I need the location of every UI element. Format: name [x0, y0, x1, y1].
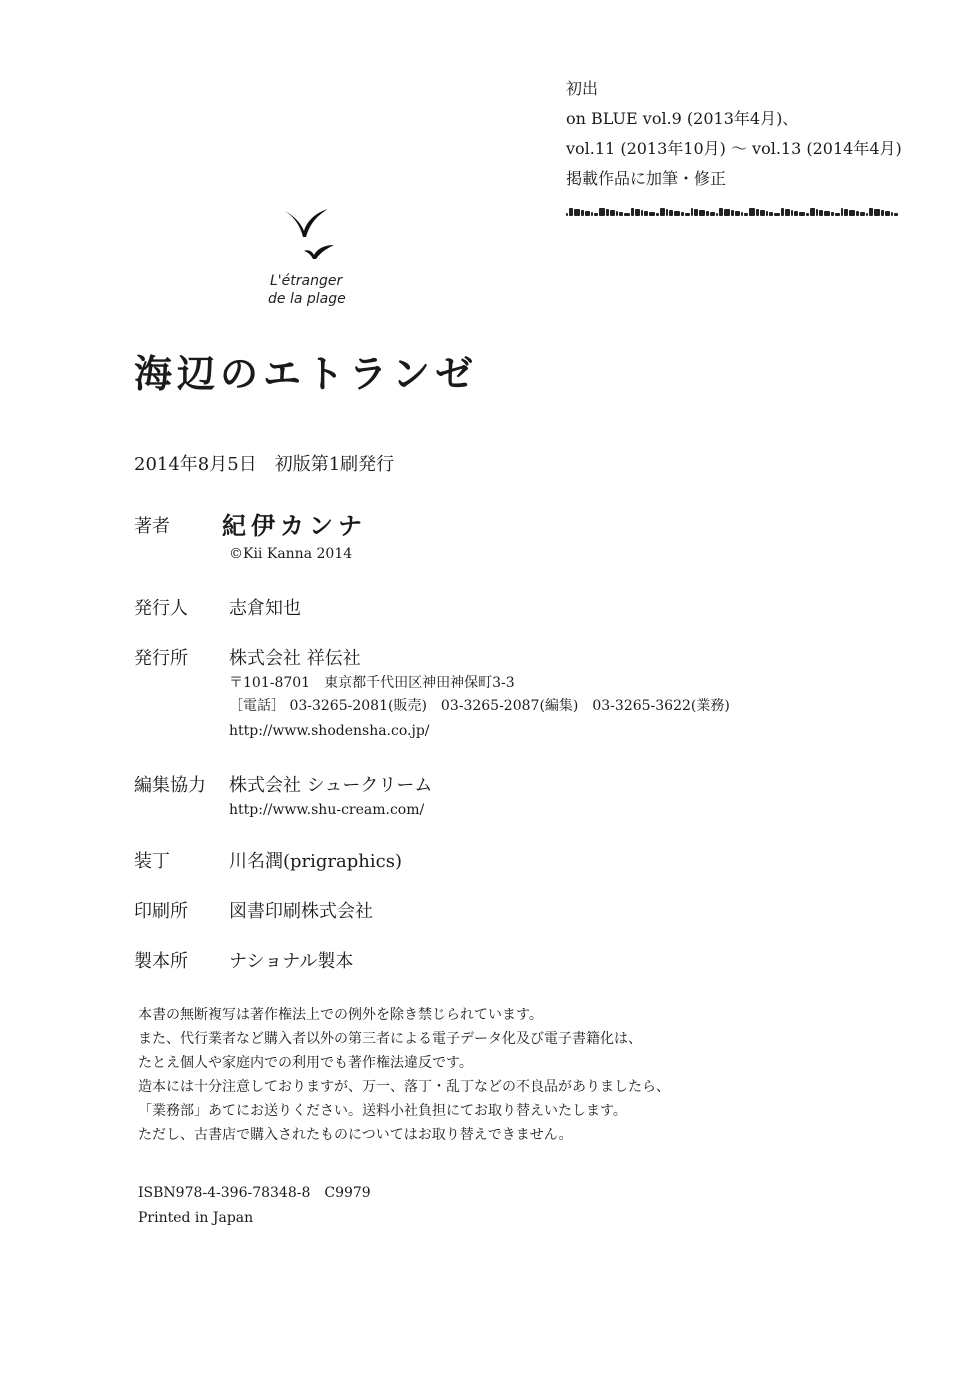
book-title: 海辺のエトランゼ: [134, 351, 479, 396]
editorial-url: http://www.shu-cream.com/: [229, 802, 425, 818]
issuer-name: 志倉知也: [229, 598, 301, 619]
logo-text-line: L'étranger: [270, 273, 343, 289]
notice-line: ただし、古書店で購入されたものについてはお取り替えできません。: [138, 1127, 573, 1143]
first-publication-line: 掲載作品に加筆・修正: [566, 169, 727, 188]
editorial-name: 株式会社 シュークリーム: [229, 775, 433, 796]
decorative-dotted-rule: [566, 204, 900, 220]
notice-line: また、代行業者など購入者以外の第三者による電子データ化及び電子書籍化は、: [138, 1031, 642, 1047]
publisher-address: 〒101-8701 東京都千代田区神田神保町3-3: [229, 675, 515, 691]
editorial-label: 編集協力: [134, 775, 206, 796]
author-label: 著者: [134, 516, 170, 537]
publisher-label: 発行所: [134, 648, 188, 669]
seagull-icon: [282, 207, 344, 265]
design-label: 装丁: [134, 851, 170, 872]
first-publication-line: on BLUE vol.9 (2013年4月)、: [566, 109, 799, 128]
issuer-label: 発行人: [134, 598, 188, 619]
notice-line: 造本には十分注意しておりますが、万一、落丁・乱丁などの不良品がありましたら、: [138, 1079, 670, 1095]
printing-label: 印刷所: [134, 901, 188, 922]
notice-line: たとえ個人や家庭内での利用でも著作権法違反です。: [138, 1055, 473, 1071]
notice-line: 「業務部」あてにお送りください。送料小社負担にてお取り替えいたします。: [138, 1103, 627, 1119]
publication-date: 2014年8月5日 初版第1刷発行: [134, 454, 395, 475]
first-publication-line: vol.11 (2013年10月) ～ vol.13 (2014年4月): [566, 139, 902, 158]
printed-in: Printed in Japan: [138, 1210, 254, 1226]
copyright-notice-block: [138, 1003, 670, 1147]
publisher-name: 株式会社 祥伝社: [229, 648, 361, 669]
copyright-notice: ©Kii Kanna 2014: [229, 546, 353, 562]
first-publication-block: [566, 74, 902, 194]
printing-name: 図書印刷株式会社: [229, 901, 373, 922]
author-name: 紀伊カンナ: [222, 511, 367, 540]
isbn: ISBN978-4-396-78348-8 C9979: [138, 1185, 371, 1201]
notice-line: 本書の無断複写は著作権法上での例外を除き禁じられています。: [138, 1007, 543, 1023]
first-publication-heading: 初出: [566, 79, 599, 98]
design-name: 川名潤(prigraphics): [229, 851, 402, 872]
publisher-phone: ［電話］ 03-3265-2081(販売) 03-3265-2087(編集) 03-3265-3622(業務): [229, 698, 730, 714]
binding-label: 製本所: [134, 951, 188, 972]
binding-name: ナショナル製本: [229, 951, 354, 972]
publisher-url: http://www.shodensha.co.jp/: [229, 723, 430, 739]
logo-text-line: de la plage: [268, 291, 346, 307]
